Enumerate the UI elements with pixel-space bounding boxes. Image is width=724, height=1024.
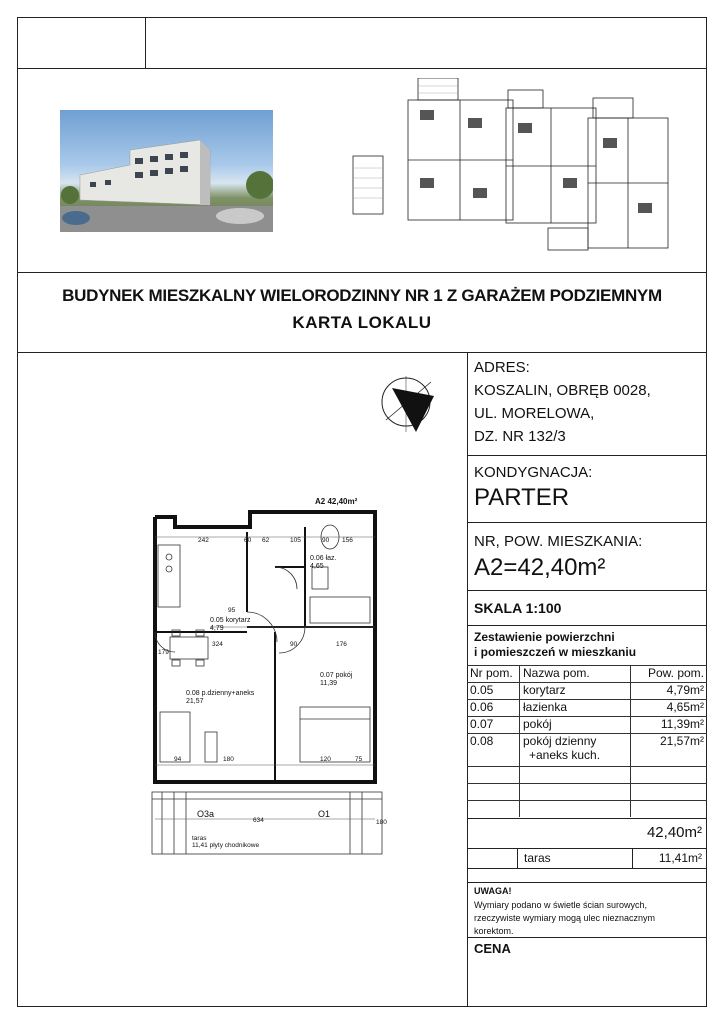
table-row-empty (467, 801, 707, 818)
notes-line-3: korektom. (474, 926, 514, 936)
scale-label: SKALA 1:100 (474, 600, 562, 616)
document-title: BUDYNEK MIESZKALNY WIELORODZINNY NR 1 Z GARAŻEM PODZIEMNYM (62, 286, 662, 305)
dim-label: 324 (212, 641, 223, 648)
summary-title-2: i pomieszczeń w mieszkaniu (474, 645, 637, 659)
row-nr: 0.06 (467, 700, 520, 717)
dim-label: 242 (198, 537, 209, 544)
floor-plan (150, 497, 390, 862)
divider-header-cell (145, 17, 146, 68)
room-name: łaz. (325, 555, 337, 562)
room-name: korytarz (225, 617, 251, 624)
divider-notes-2 (467, 882, 707, 883)
summary-title-1: Zestawienie powierzchni (474, 630, 615, 644)
site-plan-thumbnail (348, 78, 688, 266)
address-plot: DZ. NR 132/3 (474, 428, 566, 445)
plan-room-pokoj (320, 672, 352, 688)
dim-label: 62 (262, 537, 270, 544)
row-name: korytarz (520, 683, 631, 700)
table-row-empty (467, 784, 707, 801)
divider-apartment (467, 522, 707, 523)
divider-price (467, 937, 707, 938)
apartment-value: A2=42,40m² (474, 554, 606, 581)
plan-room-korytarz (210, 617, 250, 633)
row-nr: 0.08 (467, 734, 520, 767)
room-id: 0.07 (320, 672, 334, 679)
plan-unit-label: A2 42,40m² (315, 497, 358, 506)
window-o3a: O3a (197, 809, 215, 819)
address-label: ADRES: (474, 359, 530, 376)
row-nr: 0.05 (467, 683, 520, 700)
room-id: 0.08 (186, 690, 200, 697)
notes-line-2: rzeczywiste wymiary mogą ulec nieznacznym (474, 913, 656, 923)
divider-title (17, 352, 707, 353)
plan-terrace-label (192, 835, 259, 849)
row-area: 21,57m² (631, 734, 708, 767)
dim-label: 156 (342, 537, 353, 544)
row-name-line2: +aneks kuch. (529, 748, 601, 762)
terrace-note: płyty chodnikowe (209, 842, 260, 849)
row-area: 4,65m² (631, 700, 708, 717)
room-id: 0.06 (310, 555, 324, 562)
room-name: p.dzienny+aneks (201, 690, 255, 697)
dim-label: 180 (223, 756, 234, 763)
price-label: CENA (474, 941, 511, 956)
table-row (467, 734, 707, 767)
row-area: 11,39m² (631, 717, 708, 734)
divider-terrace-col2 (632, 848, 633, 868)
row-area: 4,79m² (631, 683, 708, 700)
dim-label: 634 (253, 817, 264, 824)
table-header-row (467, 666, 707, 683)
divider-terrace-col1 (517, 848, 518, 868)
room-area: 11,39 (320, 680, 337, 687)
apartment-label: NR, POW. MIESZKANIA: (474, 533, 643, 550)
address-street: UL. MORELOWA, (474, 405, 595, 422)
room-id: 0.05 (210, 617, 224, 624)
dim-label: 75 (355, 756, 363, 763)
table-row (467, 683, 707, 700)
divider-header (17, 68, 707, 69)
table-row-empty (467, 767, 707, 784)
header-nr: Nr pom. (467, 666, 520, 683)
building-photo (60, 110, 273, 232)
divider-summary (467, 625, 707, 626)
plan-room-lazienka (310, 555, 336, 571)
dim-label: 180 (376, 819, 387, 826)
divider-images (17, 272, 707, 273)
total-area: 42,40m² (646, 824, 702, 841)
notes-line-1: Wymiary podano w świetle ścian surowych, (474, 900, 647, 910)
document-subtitle: KARTA LOKALU (292, 313, 432, 332)
room-area: 21,57 (186, 698, 204, 705)
divider-terrace (467, 848, 707, 849)
row-nr: 0.07 (467, 717, 520, 734)
header-area: Pow. pom. (631, 666, 708, 683)
header-name: Nazwa pom. (520, 666, 631, 683)
rooms-table (467, 665, 707, 817)
row-name: pokój (520, 717, 631, 734)
row-name (520, 734, 631, 767)
room-area: 4,65 (310, 563, 324, 570)
row-name: łazienka (520, 700, 631, 717)
dim-label: 60 (244, 537, 252, 544)
dim-label: 95 (228, 607, 236, 614)
dim-label: 179 (158, 649, 169, 656)
terrace-area: 11,41m² (658, 851, 702, 865)
floor-value: PARTER (474, 484, 570, 511)
room-name: pokój (335, 672, 353, 679)
table-row (467, 700, 707, 717)
terrace-label: taras (524, 851, 551, 865)
north-arrow-icon (376, 372, 442, 438)
dim-label: 176 (336, 641, 347, 648)
divider-notes (467, 868, 707, 869)
floor-label: KONDYGNACJA: (474, 464, 593, 481)
divider-scale (467, 590, 707, 591)
window-o1: O1 (318, 809, 331, 819)
terrace-area-value: 11,41 (192, 842, 208, 849)
dim-label: 105 (290, 537, 301, 544)
notes-label: UWAGA! (474, 886, 512, 896)
dim-label: 90 (290, 641, 298, 648)
terrace-name: taras (192, 835, 207, 842)
dim-label: 90 (322, 537, 330, 544)
divider-floor (467, 455, 707, 456)
plan-room-pokoj-dzienny (186, 690, 254, 706)
dim-label: 120 (320, 756, 331, 763)
table-row (467, 717, 707, 734)
divider-total (467, 818, 707, 819)
row-name-line1: pokój dzienny (523, 734, 597, 748)
address-city: KOSZALIN, OBRĘB 0028, (474, 382, 651, 399)
room-area: 4,79 (210, 625, 224, 632)
dim-label: 94 (174, 756, 182, 763)
